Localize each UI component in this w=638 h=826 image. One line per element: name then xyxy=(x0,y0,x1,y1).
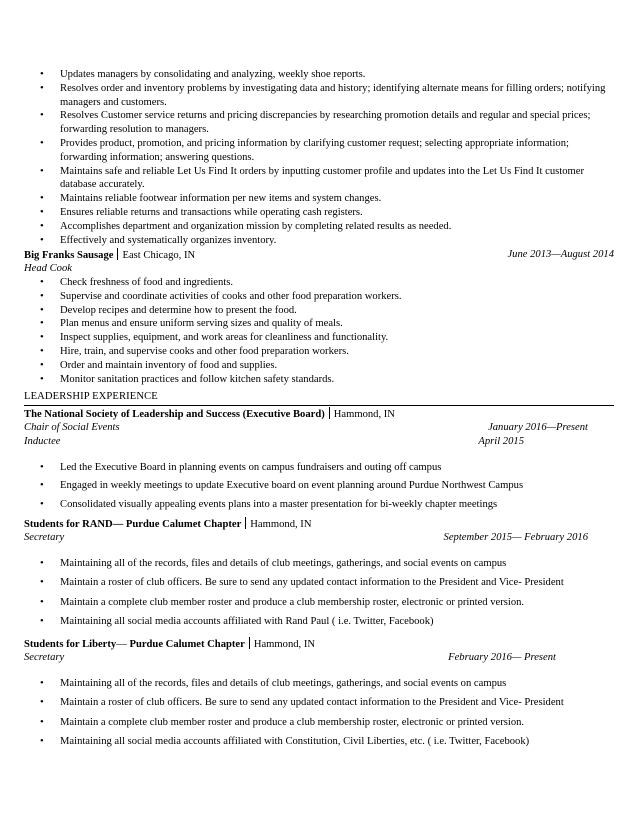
list-item: • Resolves Customer service returns and pricing discrepancies by researching promotion details and regular and special prices; forwarding resolution to managers. xyxy=(0,109,638,137)
list-item: • Resolves order and inventory problems by investigating data and history; identifying alternate means for filling orders; notifying managers and customers. xyxy=(0,82,638,110)
job2-header xyxy=(24,248,614,276)
liberty-bullet-list xyxy=(0,677,638,754)
liberty-org-part1: Students for Liberty xyxy=(24,639,117,650)
rand-bullet-list xyxy=(0,557,638,634)
job1-bullet-list xyxy=(0,68,638,247)
section-title-leadership: LEADERSHIP EXPERIENCE xyxy=(24,390,614,406)
job2-title: Head Cook xyxy=(24,262,72,274)
nsls-dates2: April 2015 xyxy=(478,435,524,447)
list-item: • Effectively and systematically organizes inventory. xyxy=(0,234,638,248)
liberty-org-part2: Purdue Calumet Chapter xyxy=(129,639,245,650)
list-item: • Maintains safe and reliable Let Us Find It orders by inputting customer profile and updates into the Let Us Find It customer database accurately. xyxy=(0,165,638,193)
list-item: • Maintaining all of the records, files and details of club meetings, gatherings, and social events on campus xyxy=(0,677,638,691)
nsls-role1: Chair of Social Events xyxy=(24,421,120,433)
list-item: • Hire, train, and supervise cooks and other food preparation workers. xyxy=(0,345,638,359)
job2-dates: June 2013—August 2014 xyxy=(507,249,614,260)
liberty-dates: February 2016— Present xyxy=(448,651,556,663)
list-item: • Ensures reliable returns and transactions while operating cash registers. xyxy=(0,206,638,220)
job2-employer: Big Franks Sausage xyxy=(24,250,114,261)
nsls-location: Hammond, IN xyxy=(333,409,395,420)
list-item: • Maintain a roster of club officers. Be sure to send any updated contact information to the President and Vice- President xyxy=(0,696,638,710)
rand-dates: September 2015— February 2016 xyxy=(443,531,588,543)
list-item: • Supervise and coordinate activities of cooks and other food preparation workers. xyxy=(0,290,638,304)
list-item: • Plan menus and ensure uniform serving sizes and quality of meals. xyxy=(0,317,638,331)
list-item: • Order and maintain inventory of food and supplies. xyxy=(0,359,638,373)
liberty-location: Hammond, IN xyxy=(253,639,316,650)
nsls-bullet-list xyxy=(0,461,638,516)
job2-location: East Chicago, IN xyxy=(122,250,196,261)
list-item: • Maintain a complete club member roster and produce a club membership roster, electronic or printed version. xyxy=(0,596,638,610)
list-item: • Maintain a complete club member roster and produce a club membership roster, electronic or printed version. xyxy=(0,716,638,730)
list-item: • Updates managers by consolidating and analyzing, weekly shoe reports. xyxy=(0,68,638,82)
list-item: • Develop recipes and determine how to present the food. xyxy=(0,304,638,318)
list-item: • Accomplishes department and organization mission by completing related results as needed. xyxy=(0,220,638,234)
job2-bullet-list xyxy=(0,276,638,386)
rand-header xyxy=(24,517,588,545)
list-item: • Maintains reliable footwear information per new items and system changes. xyxy=(0,192,638,206)
liberty-org-dash: — xyxy=(116,639,130,650)
divider xyxy=(245,517,246,529)
divider xyxy=(249,637,250,649)
nsls-header xyxy=(24,407,588,448)
rand-org: Students for RAND— Purdue Calumet Chapter xyxy=(24,519,242,530)
list-item: • Maintaining all social media accounts affiliated with Constitution, Civil Liberties, etc. ( i.e. Twitter, Facebook) xyxy=(0,735,638,749)
nsls-org: The National Society of Leadership and Success (Executive Board) xyxy=(24,409,325,420)
nsls-role2: Inductee xyxy=(24,435,61,447)
list-item: • Check freshness of food and ingredients. xyxy=(0,276,638,290)
liberty-header xyxy=(24,637,588,665)
list-item: • Maintain a roster of club officers. Be sure to send any updated contact information to the President and Vice- President xyxy=(0,576,638,590)
rand-role: Secretary xyxy=(24,531,65,543)
liberty-role: Secretary xyxy=(24,651,65,663)
rand-location: Hammond, IN xyxy=(250,519,312,530)
list-item: • Consolidated visually appealing events plans into a master presentation for bi-weekly chapter meetings xyxy=(0,498,638,512)
list-item: • Maintaining all social media accounts affiliated with Rand Paul ( i.e. Twitter, Facebook) xyxy=(0,615,638,629)
list-item: • Maintaining all of the records, files and details of club meetings, gatherings, and social events on campus xyxy=(0,557,638,571)
list-item: • Provides product, promotion, and pricing information by clarifying customer request; selecting appropriate information; forwarding information; answering questions. xyxy=(0,137,638,165)
divider xyxy=(329,407,330,419)
divider xyxy=(117,248,118,260)
nsls-dates1: January 2016—Present xyxy=(488,421,588,433)
list-item: • Inspect supplies, equipment, and work areas for cleanliness and functionality. xyxy=(0,331,638,345)
list-item: • Led the Executive Board in planning events on campus fundraisers and outing off campus xyxy=(0,461,638,475)
list-item: • Engaged in weekly meetings to update Executive board on event planning around Purdue Northwest Campus xyxy=(0,479,638,493)
list-item: • Monitor sanitation practices and follow kitchen safety standards. xyxy=(0,373,638,387)
